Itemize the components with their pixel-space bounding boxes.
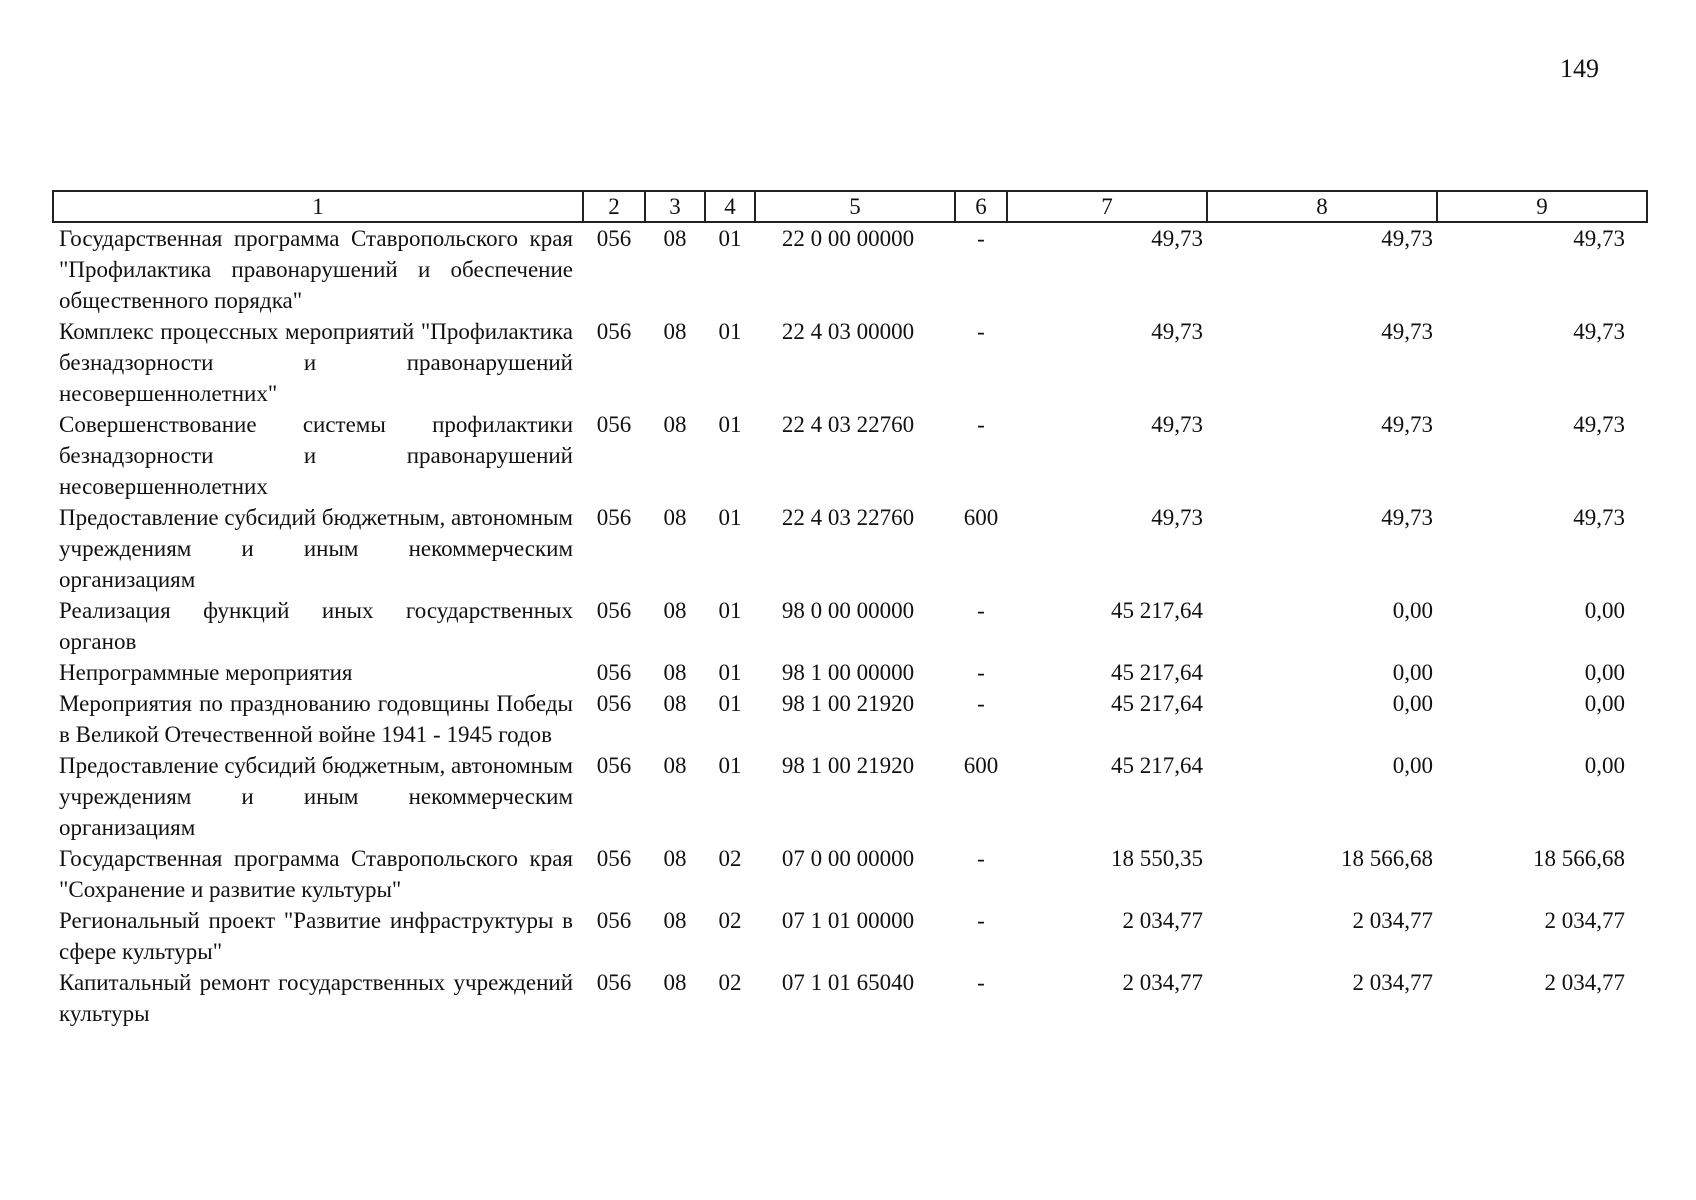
code-column-2: 056	[596, 505, 632, 530]
page-number: 149	[1560, 54, 1599, 83]
code-column-3: 08	[663, 412, 687, 437]
table-row	[53, 409, 1647, 502]
amount-column-8: 49,73	[1381, 319, 1433, 344]
code-column-6: -	[977, 846, 985, 871]
column-header-3: 3	[645, 191, 705, 222]
code-column-5: 07 0 00 00000	[781, 846, 915, 871]
amount-column-8: 0,00	[1392, 753, 1433, 778]
item-name: Мероприятия по празднованию годовщины Победы в Великой Отечественной войне 1941 - 1945 годов	[59, 691, 573, 747]
code-column-4: 01	[718, 319, 742, 344]
table-row	[53, 967, 1647, 1029]
amount-column-7: 49,73	[1151, 412, 1203, 437]
amount-column-7: 18 550,35	[1111, 846, 1203, 871]
item-name: Непрограммные мероприятия	[59, 660, 353, 685]
budget-table	[52, 190, 1648, 1029]
code-column-4: 01	[718, 660, 742, 685]
amount-column-8: 0,00	[1392, 691, 1433, 716]
amount-column-9: 18 566,68	[1533, 846, 1625, 871]
item-name: Комплекс процессных мероприятий "Профилактика безнадзорности и правонарушений несовершеннолетних"	[59, 319, 573, 406]
code-column-3: 08	[663, 846, 687, 871]
table-row	[53, 750, 1647, 843]
code-column-3: 08	[663, 598, 687, 623]
item-name: Капитальный ремонт государственных учреждений культуры	[59, 970, 573, 1026]
code-column-4: 02	[718, 970, 742, 995]
code-column-5: 22 0 00 00000	[781, 226, 915, 251]
code-column-2: 056	[596, 226, 632, 251]
amount-column-7: 45 217,64	[1111, 753, 1203, 778]
column-header-7: 7	[1007, 191, 1207, 222]
code-column-6: -	[977, 691, 985, 716]
amount-column-9: 49,73	[1573, 226, 1625, 251]
table-row	[53, 905, 1647, 967]
code-column-5: 22 4 03 22760	[781, 412, 915, 437]
code-column-2: 056	[596, 846, 632, 871]
table-row	[53, 688, 1647, 750]
column-header-2: 2	[583, 191, 645, 222]
code-column-4: 01	[718, 412, 742, 437]
code-column-3: 08	[663, 319, 687, 344]
code-column-3: 08	[663, 226, 687, 251]
code-column-5: 22 4 03 00000	[781, 319, 915, 344]
amount-column-7: 49,73	[1151, 505, 1203, 530]
amount-column-9: 0,00	[1584, 691, 1625, 716]
code-column-6: -	[977, 412, 985, 437]
code-column-3: 08	[663, 908, 687, 933]
code-column-4: 01	[718, 226, 742, 251]
column-header-9: 9	[1437, 191, 1647, 222]
code-column-4: 02	[718, 908, 742, 933]
column-header-6: 6	[955, 191, 1007, 222]
table-row	[53, 843, 1647, 905]
item-name: Государственная программа Ставропольского края "Сохранение и развитие культуры"	[59, 846, 573, 902]
code-column-2: 056	[596, 319, 632, 344]
code-column-2: 056	[596, 660, 632, 685]
table-row	[53, 316, 1647, 409]
table-row	[53, 502, 1647, 595]
amount-column-8: 49,73	[1381, 412, 1433, 437]
code-column-3: 08	[663, 505, 687, 530]
item-name: Предоставление субсидий бюджетным, автономным учреждениям и иным некоммерческим организациям	[59, 753, 573, 840]
item-name: Предоставление субсидий бюджетным, автономным учреждениям и иным некоммерческим организациям	[59, 505, 573, 592]
code-column-2: 056	[596, 970, 632, 995]
code-column-2: 056	[596, 691, 632, 716]
code-column-5: 98 1 00 21920	[781, 691, 915, 716]
table-header	[53, 191, 1647, 222]
amount-column-8: 18 566,68	[1341, 846, 1433, 871]
code-column-4: 01	[718, 753, 742, 778]
table-body	[53, 222, 1647, 1029]
code-column-4: 01	[718, 505, 742, 530]
amount-column-8: 49,73	[1381, 505, 1433, 530]
amount-column-9: 0,00	[1584, 660, 1625, 685]
code-column-5: 07 1 01 65040	[781, 970, 915, 995]
code-column-3: 08	[663, 970, 687, 995]
header-row	[53, 191, 1647, 222]
code-column-6: -	[977, 908, 985, 933]
code-column-5: 98 1 00 00000	[781, 660, 915, 685]
item-name: Реализация функций иных государственных органов	[59, 598, 573, 654]
amount-column-7: 49,73	[1151, 319, 1203, 344]
item-name: Совершенствование системы профилактики безнадзорности и правонарушений несовершеннолетних	[59, 412, 573, 499]
amount-column-8: 2 034,77	[1352, 970, 1433, 995]
amount-column-8: 0,00	[1392, 598, 1433, 623]
code-column-6: -	[977, 598, 985, 623]
item-name: Государственная программа Ставропольского края "Профилактика правонарушений и обеспечение общественного порядка"	[59, 226, 573, 313]
amount-column-7: 45 217,64	[1111, 691, 1203, 716]
amount-column-7: 45 217,64	[1111, 598, 1203, 623]
amount-column-8: 2 034,77	[1352, 908, 1433, 933]
code-column-4: 01	[718, 598, 742, 623]
code-column-6: -	[977, 226, 985, 251]
amount-column-9: 2 034,77	[1544, 908, 1625, 933]
code-column-6: -	[977, 319, 985, 344]
code-column-5: 22 4 03 22760	[781, 505, 915, 530]
code-column-4: 02	[718, 846, 742, 871]
code-column-2: 056	[596, 753, 632, 778]
code-column-2: 056	[596, 598, 632, 623]
code-column-3: 08	[663, 691, 687, 716]
amount-column-9: 49,73	[1573, 319, 1625, 344]
item-name: Региональный проект "Развитие инфраструктуры в сфере культуры"	[59, 908, 573, 964]
table-row	[53, 595, 1647, 657]
code-column-4: 01	[718, 691, 742, 716]
amount-column-8: 0,00	[1392, 660, 1433, 685]
amount-column-9: 49,73	[1573, 412, 1625, 437]
amount-column-7: 45 217,64	[1111, 660, 1203, 685]
table-row	[53, 222, 1647, 316]
amount-column-7: 49,73	[1151, 226, 1203, 251]
code-column-6: -	[977, 970, 985, 995]
code-column-2: 056	[596, 908, 632, 933]
amount-column-9: 2 034,77	[1544, 970, 1625, 995]
code-column-6: -	[977, 660, 985, 685]
code-column-2: 056	[596, 412, 632, 437]
code-column-5: 98 0 00 00000	[781, 598, 915, 623]
code-column-3: 08	[663, 753, 687, 778]
amount-column-7: 2 034,77	[1122, 908, 1203, 933]
amount-column-9: 0,00	[1584, 753, 1625, 778]
table-row	[53, 657, 1647, 688]
amount-column-9: 49,73	[1573, 505, 1625, 530]
amount-column-8: 49,73	[1381, 226, 1433, 251]
column-header-5: 5	[755, 191, 955, 222]
code-column-5: 07 1 01 00000	[781, 908, 915, 933]
column-header-1: 1	[53, 191, 583, 222]
column-header-8: 8	[1207, 191, 1437, 222]
code-column-3: 08	[663, 660, 687, 685]
code-column-6: 600	[963, 505, 999, 530]
code-column-5: 98 1 00 21920	[781, 753, 915, 778]
column-header-4: 4	[705, 191, 755, 222]
amount-column-7: 2 034,77	[1122, 970, 1203, 995]
amount-column-9: 0,00	[1584, 598, 1625, 623]
code-column-6: 600	[963, 753, 999, 778]
